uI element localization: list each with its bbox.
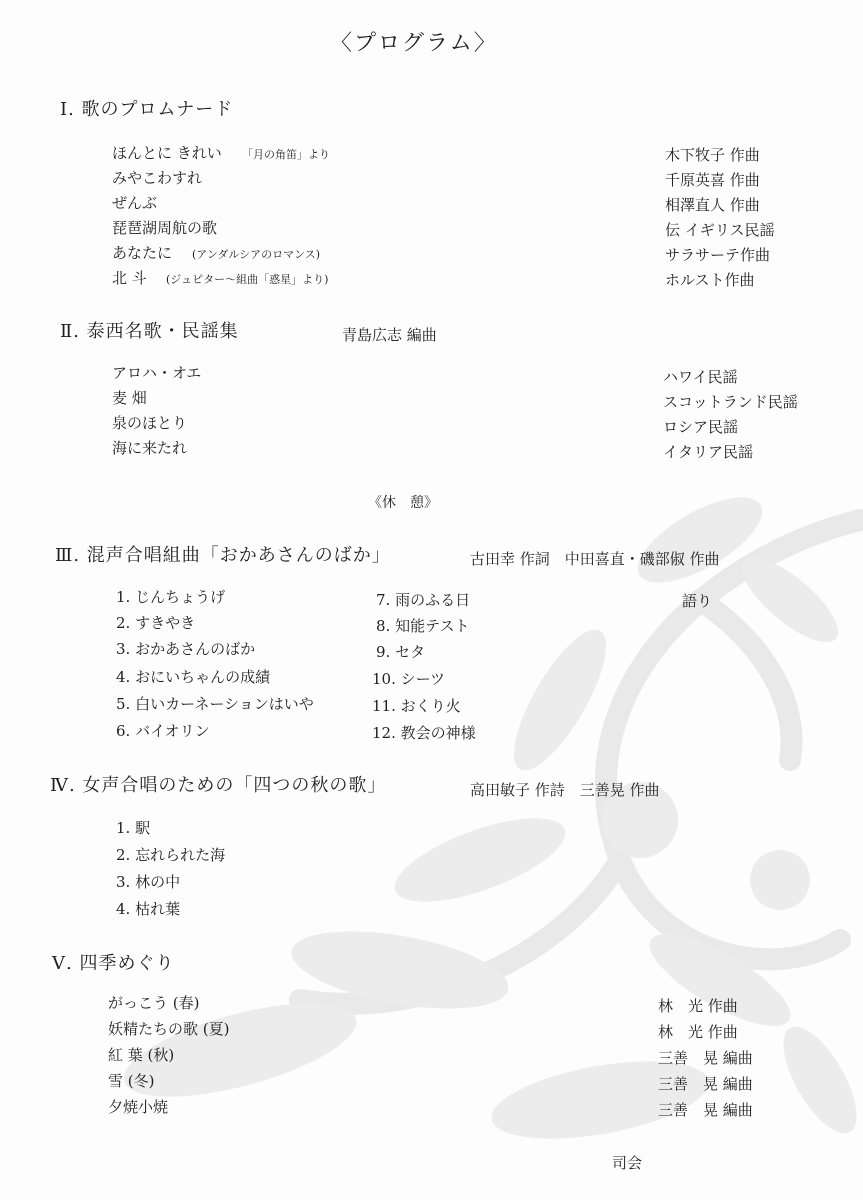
list-item-title: 海に来たれ bbox=[112, 439, 188, 457]
list-item-note: (ジュピター〜組曲「惑星」より) bbox=[166, 273, 329, 286]
list-item-title: ぜんぶ bbox=[112, 194, 158, 212]
list-item: 1. じんちょうげ bbox=[116, 588, 226, 606]
list-item-credit: スコットランド民謡 bbox=[663, 393, 798, 411]
list-item: 11. おくり火 bbox=[372, 697, 461, 715]
list-item-title: 琵琶湖周航の歌 bbox=[112, 219, 218, 237]
list-item: 2. すきやき bbox=[116, 614, 196, 632]
list-item-credit: 林 光 作曲 bbox=[658, 997, 738, 1015]
list-item: 3. 林の中 bbox=[116, 873, 181, 891]
list-item-note: (アンダルシアのロマンス) bbox=[192, 248, 321, 261]
list-item: 3. おかあさんのばか bbox=[116, 640, 256, 658]
list-item: 5. 白いカーネーションはいや bbox=[116, 695, 314, 713]
list-item-credit: ホルスト作曲 bbox=[665, 271, 755, 289]
list-item: 1. 駅 bbox=[116, 819, 151, 837]
list-item: 10. シーツ bbox=[372, 670, 446, 688]
list-item-credit: 三善 晃 編曲 bbox=[658, 1101, 753, 1119]
section-3-credit: 古田幸 作詞 中田喜直・磯部俶 作曲 bbox=[470, 550, 720, 568]
list-item: 4. 枯れ葉 bbox=[116, 900, 181, 918]
list-item-title: 夕焼小焼 bbox=[108, 1098, 169, 1116]
list-item-title: みやこわすれ bbox=[112, 169, 203, 187]
intermission-label: 《休 憩》 bbox=[368, 495, 438, 511]
list-item-title: 妖精たちの歌 (夏) bbox=[108, 1020, 230, 1038]
list-item-credit: サラサーテ作曲 bbox=[665, 246, 771, 264]
list-item-title: 北 斗 bbox=[112, 269, 147, 287]
section-2-credit: 青島広志 編曲 bbox=[342, 326, 437, 344]
list-item-credit: 千原英喜 作曲 bbox=[665, 171, 760, 189]
list-item-title: あなたに bbox=[112, 244, 173, 262]
list-item-title: 泉のほとり bbox=[112, 414, 188, 432]
section-5-heading: Ⅴ. 四季めぐり bbox=[52, 953, 175, 974]
list-item-title: 麦 畑 bbox=[112, 389, 147, 407]
list-item-note: 「月の角笛」より bbox=[242, 148, 330, 161]
list-item-title: アロハ・オエ bbox=[112, 364, 202, 382]
list-item-credit: ロシア民謡 bbox=[663, 418, 739, 436]
list-item: 7. 雨のふる日 bbox=[376, 591, 471, 609]
section-3-heading: Ⅲ. 混声合唱組曲「おかあさんのばか」 bbox=[55, 545, 391, 566]
section-4-heading: Ⅳ. 女声合唱のための「四つの秋の歌」 bbox=[50, 775, 387, 796]
list-item-title: 雪 (冬) bbox=[108, 1072, 155, 1090]
list-item-credit: 林 光 作曲 bbox=[658, 1023, 738, 1041]
list-item: 12. 教会の神様 bbox=[372, 724, 476, 742]
list-item-title: ほんとに きれい bbox=[112, 144, 222, 162]
footer-label: 司会 bbox=[612, 1154, 643, 1172]
list-item-credit: イタリア民謡 bbox=[663, 443, 754, 461]
narration-label: 語り bbox=[682, 592, 713, 610]
list-item-credit: ハワイ民謡 bbox=[663, 368, 738, 386]
list-item-credit: 三善 晃 編曲 bbox=[658, 1049, 753, 1067]
section-1-heading: Ⅰ. 歌のプロムナード bbox=[60, 99, 234, 120]
list-item-credit: 相澤直人 作曲 bbox=[665, 196, 760, 214]
page-title: 〈プログラム〉 bbox=[330, 31, 498, 56]
list-item-title: 紅 葉 (秋) bbox=[108, 1046, 175, 1064]
list-item-credit: 木下牧子 作曲 bbox=[665, 146, 760, 164]
list-item: 9. セタ bbox=[376, 643, 426, 661]
list-item-credit: 伝 イギリス民謡 bbox=[665, 221, 775, 239]
list-item: 2. 忘れられた海 bbox=[116, 846, 226, 864]
list-item-title: がっこう (春) bbox=[108, 994, 200, 1012]
list-item: 4. おにいちゃんの成績 bbox=[116, 668, 271, 686]
list-item-credit: 三善 晃 編曲 bbox=[658, 1075, 753, 1093]
list-item: 6. バイオリン bbox=[116, 722, 210, 740]
section-2-heading: Ⅱ. 泰西名歌・民謡集 bbox=[60, 321, 239, 342]
section-4-credit: 高田敏子 作詩 三善晃 作曲 bbox=[470, 781, 660, 799]
list-item: 8. 知能テスト bbox=[376, 617, 470, 635]
